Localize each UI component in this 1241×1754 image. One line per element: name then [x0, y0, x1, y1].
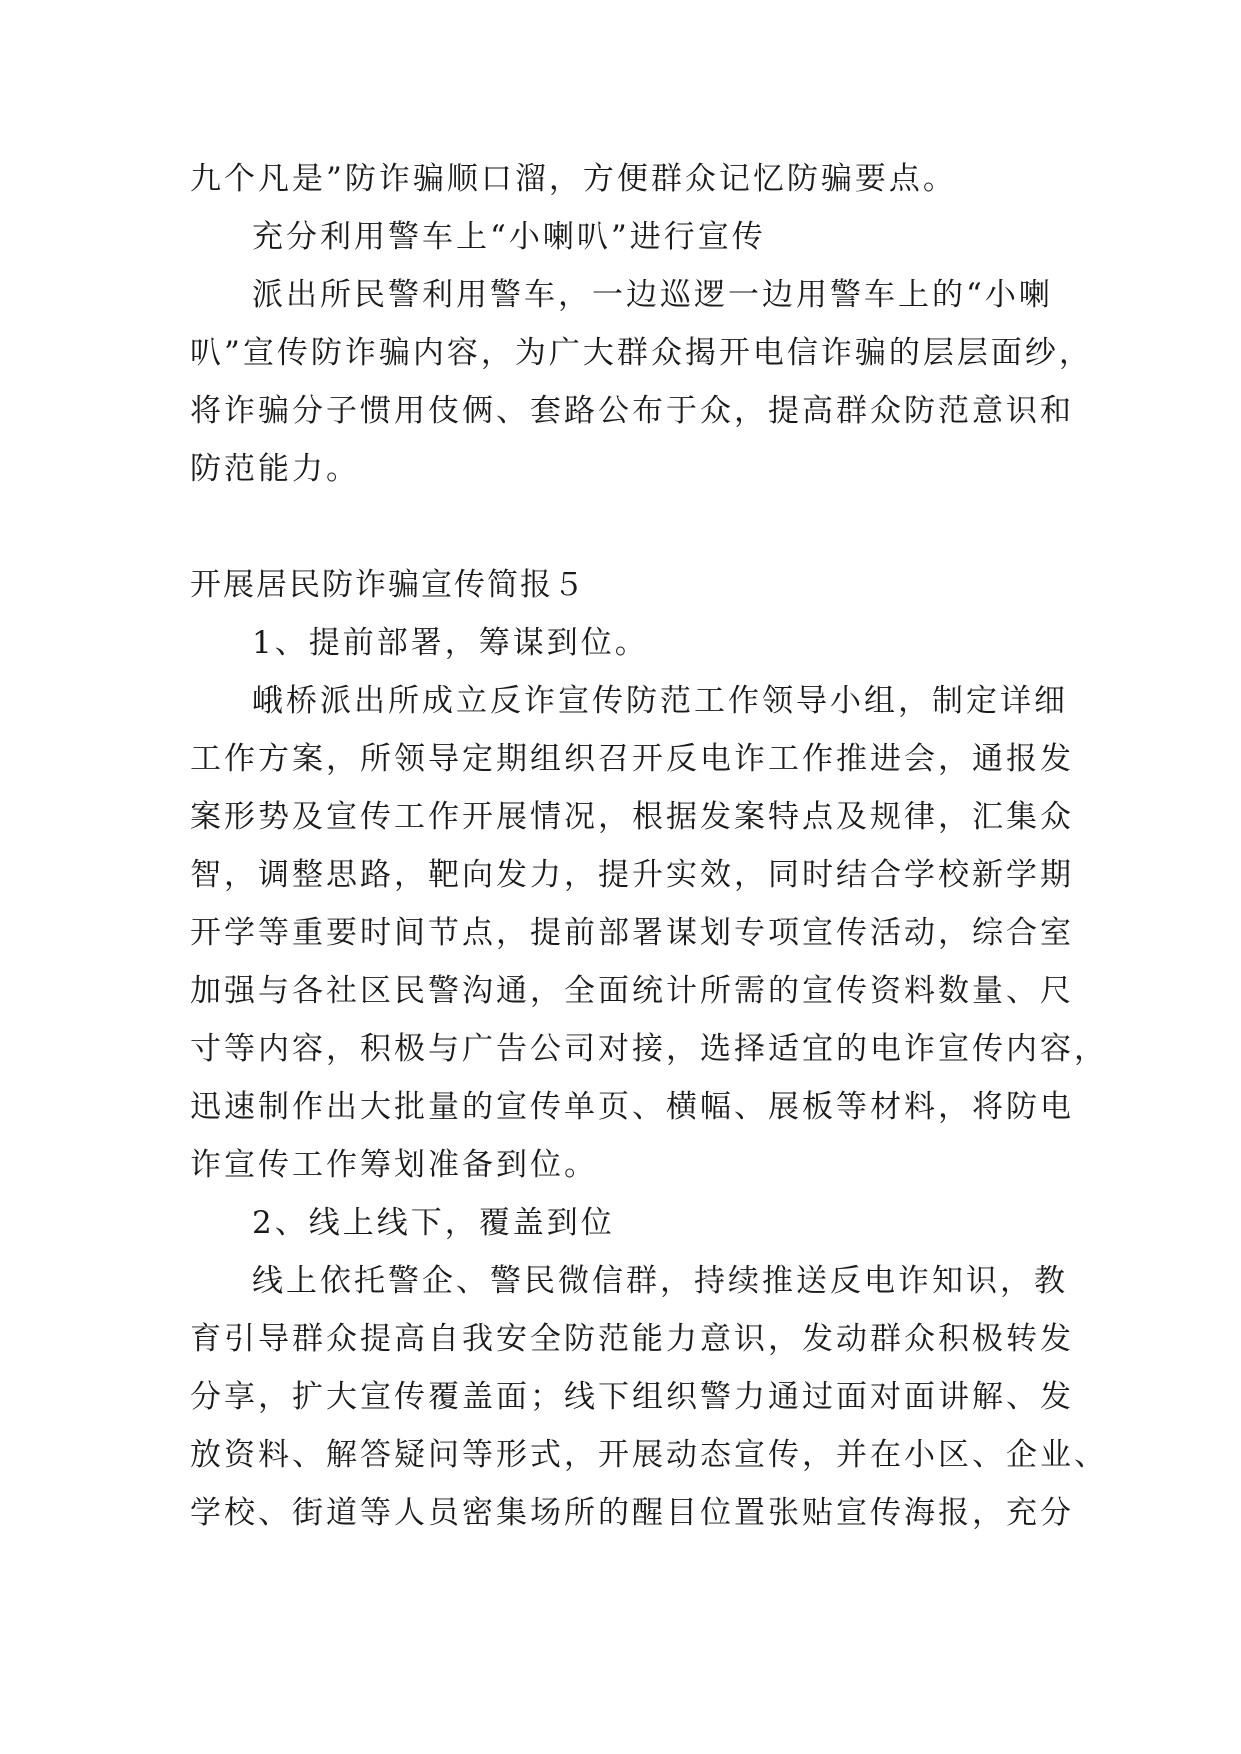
text-line: 九个凡是”防诈骗顺口溜，方便群众记忆防骗要点。: [190, 161, 957, 197]
text-line: 峨桥派出所成立反诈宣传防范工作领导小组，制定详细: [252, 683, 1068, 719]
spacer: [190, 498, 1052, 556]
text-line: 将诈骗分子惯用伎俩、套路公布于众，提高群众防范意识和: [190, 393, 1074, 429]
text-line: 分享，扩大宣传覆盖面；线下组织警力通过面对面讲解、发: [190, 1379, 1074, 1415]
text-line: 加强与各社区民警沟通，全面统计所需的宣传资料数量、尺: [190, 973, 1074, 1009]
text-line: 防范能力。: [190, 451, 360, 487]
text-line: 开学等重要时间节点，提前部署谋划专项宣传活动，综合室: [190, 915, 1074, 951]
section-title: 开展居民防诈骗宣传简报５: [190, 567, 586, 603]
text-line: 寸等内容，积极与广告公司对接，选择适宜的电诈宣传内容，: [190, 1031, 1108, 1067]
text-line: 案形势及宣传工作开展情况，根据发案特点及规律，汇集众: [190, 799, 1074, 835]
text-line: 派出所民警利用警车，一边巡逻一边用警车上的“小喇: [252, 277, 1053, 313]
point-heading: 1、提前部署，筹谋到位。: [252, 625, 649, 661]
point-heading: 2、线上线下，覆盖到位: [252, 1205, 615, 1241]
text-line: 诈宣传工作筹划准备到位。: [190, 1147, 598, 1183]
text-line: 叭”宣传防诈骗内容，为广大群众揭开电信诈骗的层层面纱，: [190, 335, 1093, 371]
text-line: 智，调整思路，靶向发力，提升实效，同时结合学校新学期: [190, 857, 1074, 893]
text-line: 学校、街道等人员密集场所的醒目位置张贴宣传海报，充分: [190, 1495, 1074, 1531]
text-line: 迅速制作出大批量的宣传单页、横幅、展板等材料，将防电: [190, 1089, 1074, 1125]
document-page: [190, 150, 1108, 1542]
text-line: 育引导群众提高自我安全防范能力意识，发动群众积极转发: [190, 1321, 1074, 1357]
text-line: 工作方案，所领导定期组织召开反电诈工作推进会，通报发: [190, 741, 1074, 777]
subheading: 充分利用警车上“小喇叭”进行宣传: [252, 219, 766, 255]
text-line: 线上依托警企、警民微信群，持续推送反电诈知识，教: [252, 1263, 1068, 1299]
text-line: 放资料、解答疑问等形式，开展动态宣传，并在小区、企业、: [190, 1437, 1108, 1473]
